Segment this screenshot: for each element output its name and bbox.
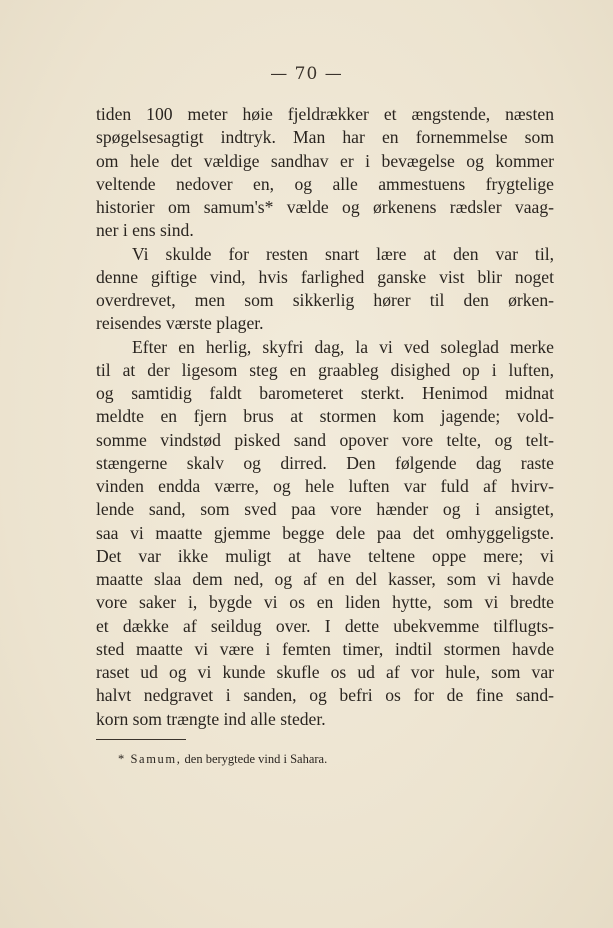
page-number: — 70 — <box>270 64 343 84</box>
text-line: lende sand, som sved paa vore hænder og i ansigtet, <box>96 499 554 520</box>
text-line: Det var ikke muligt at have teltene oppe mere; vi <box>96 545 554 566</box>
text-line: historier om samum's* vælde og ørkenens rædsler vaag- <box>96 197 554 217</box>
footnote-term: Samum, <box>130 752 182 766</box>
text-line: til at der ligesom steg en graableg disighed op i luften, <box>96 359 554 380</box>
text-line: Efter en herlig, skyfri dag, la vi ved soleglad merke <box>132 336 554 357</box>
footnote-text: den berygtede vind i Sahara. <box>184 752 328 766</box>
text-line: tiden 100 meter høie fjeldrækker et ængstende, næsten <box>96 104 554 124</box>
text-line: Vi skulde for resten snart lære at den var til, <box>132 243 554 264</box>
text-line: saa vi maatte gjemme begge dele paa det omhyggeligste. <box>96 522 554 543</box>
text-line: denne giftige vind, hvis farlighed ganske vist blir noget <box>96 266 554 287</box>
text-line: spøgelsesagtigt indtryk. Man har en fornemmelse som <box>96 127 554 148</box>
body-text <box>96 103 554 731</box>
text-line: meldte en fjern brus at stormen kom jagende; vold- <box>96 406 554 427</box>
footnote <box>118 752 327 767</box>
text-line: reisendes værste plager. <box>96 313 264 334</box>
text-line: og samtidig faldt barometeret sterkt. Henimod midnat <box>96 383 554 403</box>
text-line: raset ud og vi kunde skufle os ud af vor hule, som var <box>96 662 554 682</box>
text-line: korn som trængte ind alle steder. <box>96 708 326 729</box>
text-line: om hele det vældige sandhav er i bevægelse og kommer <box>96 150 554 171</box>
text-line: maatte slaa dem ned, og af en del kasser, som vi havde <box>96 569 554 589</box>
text-line: et dække af seildug over. I dette ubekvemme tilflugts- <box>96 615 554 636</box>
footnote-rule <box>96 739 186 740</box>
text-line: vore saker i, bygde vi os en liden hytte, som vi bredte <box>96 592 554 613</box>
text-line: vinden endda værre, og hele luften var fuld af hvirv- <box>96 476 554 496</box>
text-line: stængerne skalv og dirred. Den følgende dag raste <box>96 452 554 473</box>
text-line: sted maatte vi være i femten timer, indtil stormen havde <box>96 638 554 659</box>
text-line: halvt nedgravet i sanden, og befri os for de fine sand- <box>96 685 554 706</box>
text-line: veltende nedover en, og alle ammestuens frygtelige <box>96 173 554 194</box>
text-line: somme vindstød pisked sand opover vore telte, og telt- <box>96 429 554 450</box>
footnote-marker: * <box>118 752 125 766</box>
text-line: ner i ens sind. <box>96 220 194 241</box>
text-line: overdrevet, men som sikkerlig hører til den ørken- <box>96 290 554 310</box>
